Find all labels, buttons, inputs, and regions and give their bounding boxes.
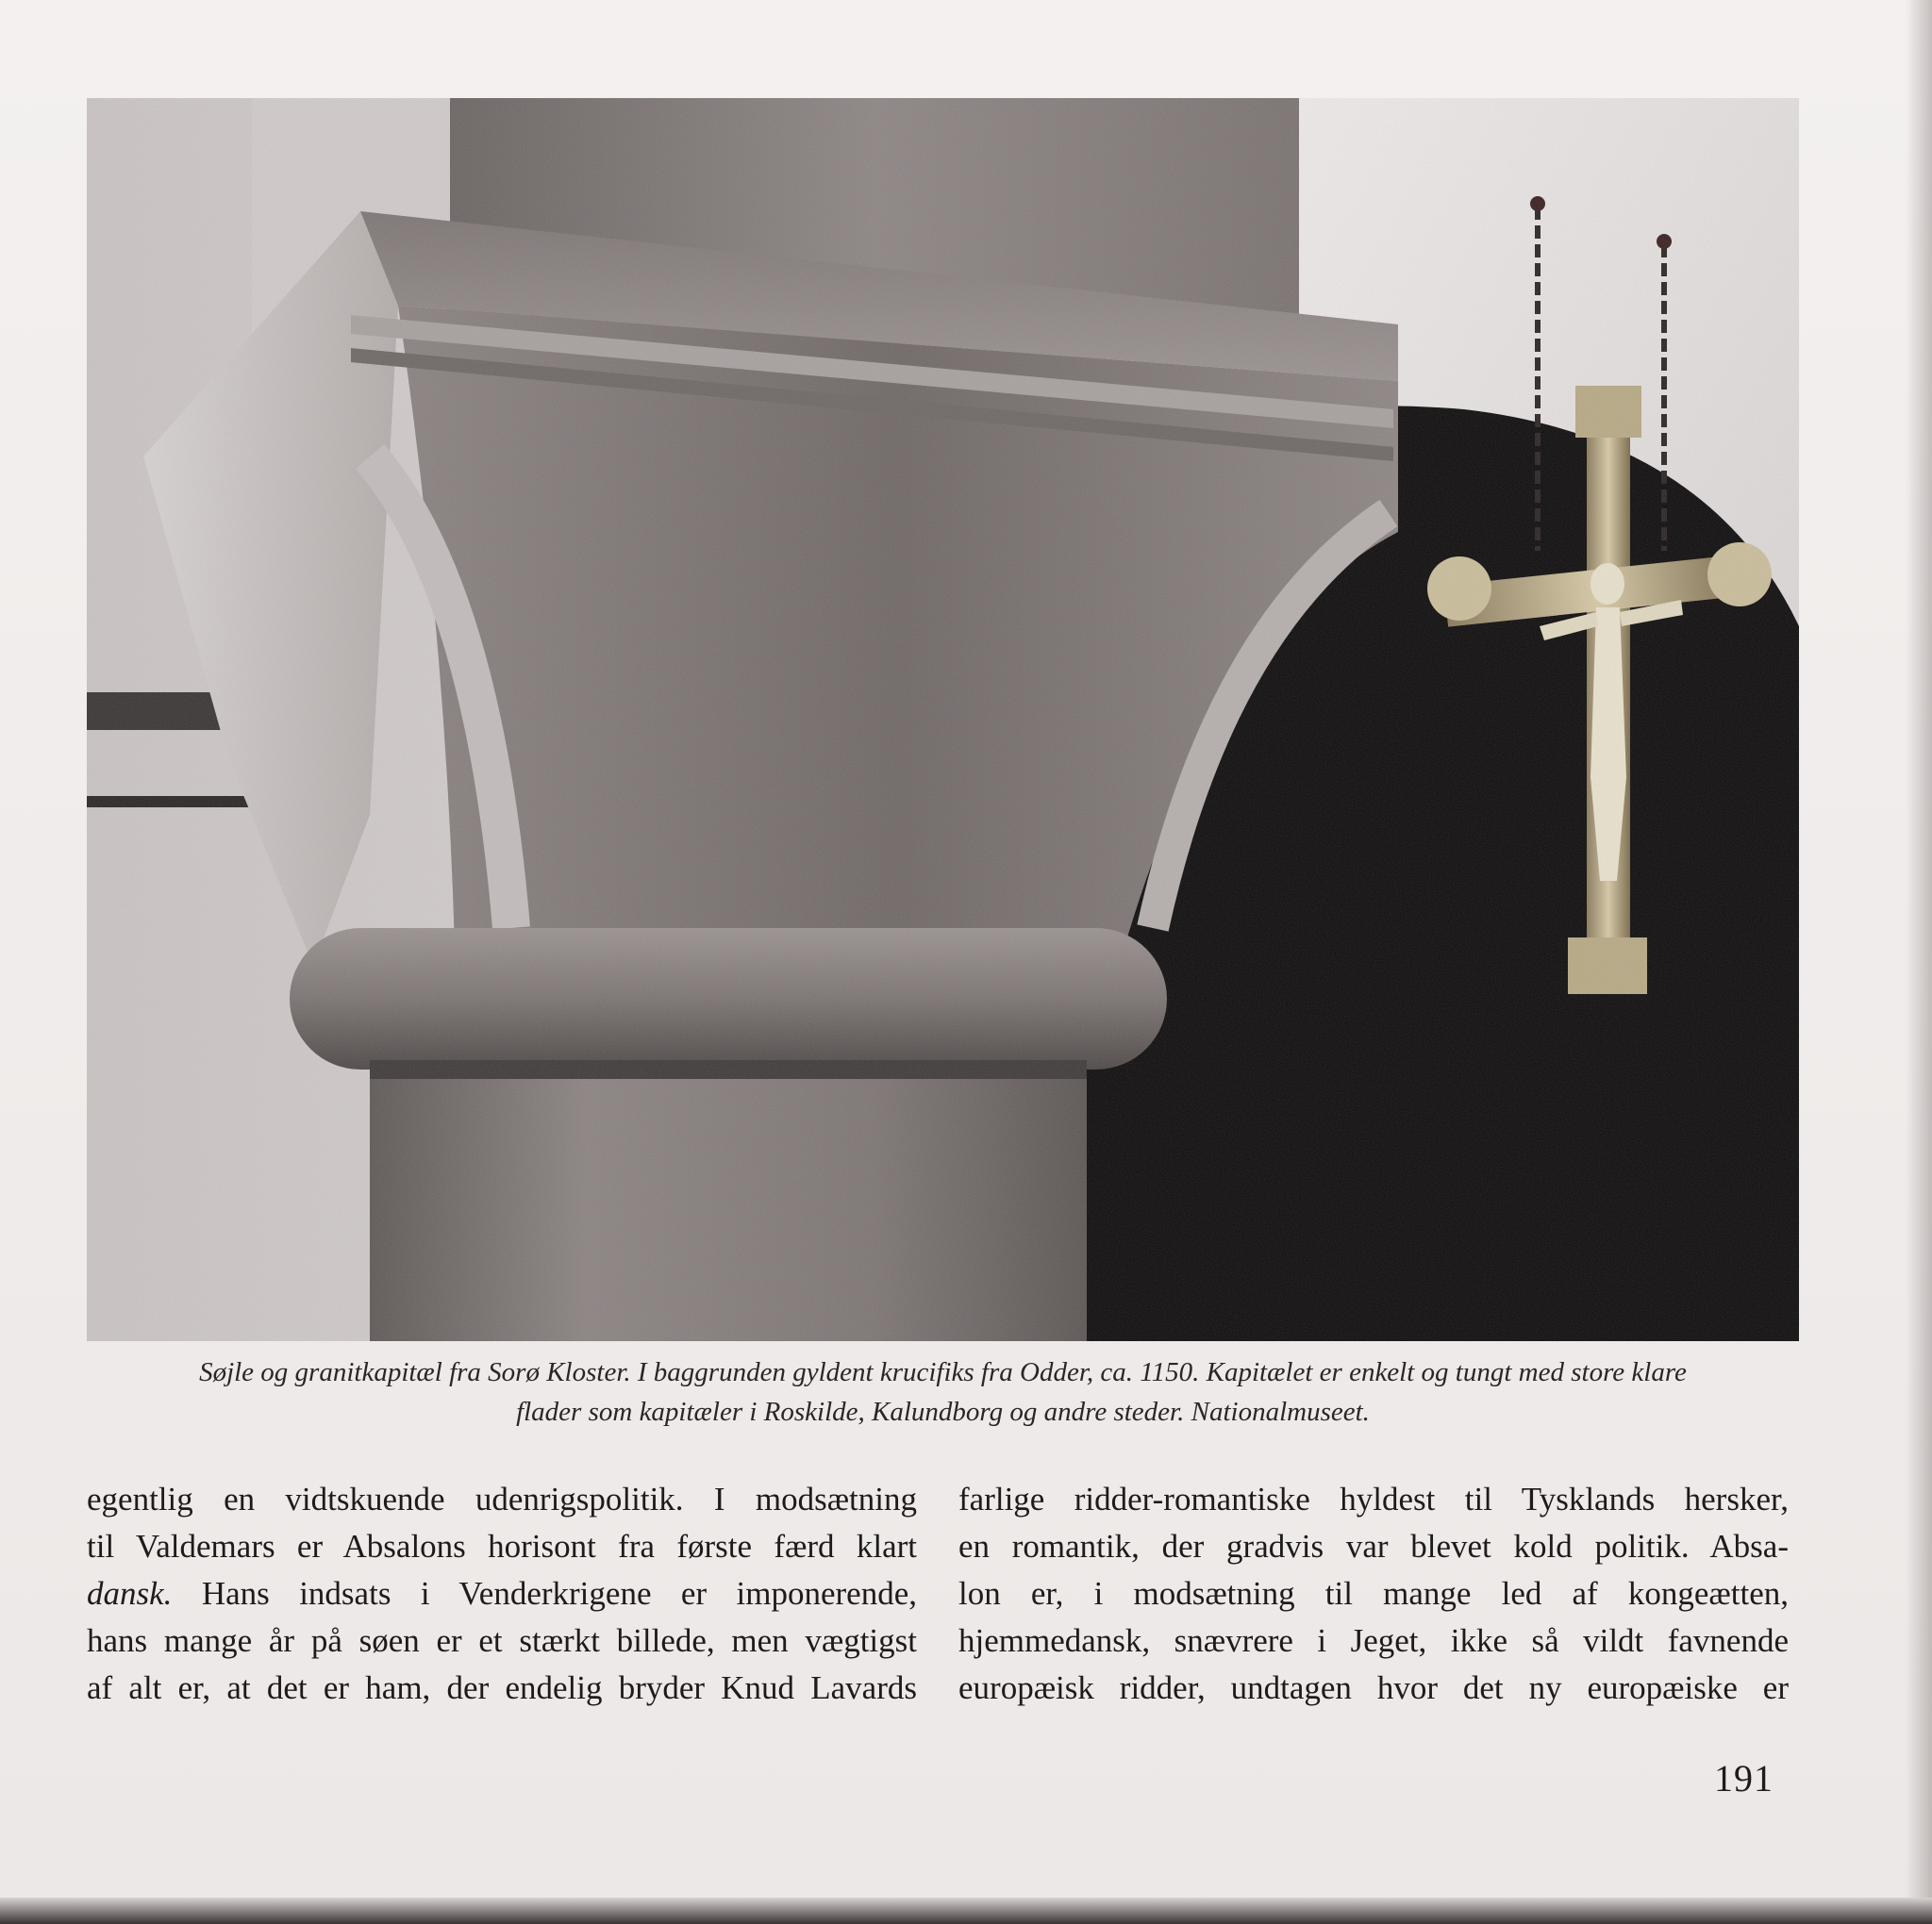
- photograph-column-capital-and-crucifix: [87, 98, 1799, 1341]
- text-line: egentlig en vidtskuende udenrigspolitik. I modsætning: [87, 1481, 917, 1518]
- text-line: en romantik, der gradvis var blevet kold politik. Absa-: [958, 1528, 1789, 1565]
- page-number: 191: [1714, 1757, 1774, 1800]
- text-line: hjemmedansk, snævrere i Jeget, ikke så vildt favnende: [958, 1622, 1789, 1659]
- caption-line-2: flader som kapitæler i Roskilde, Kalundborg og andre steder. Nationalmuseet.: [516, 1397, 1370, 1427]
- photo-illustration: [87, 98, 1799, 1341]
- text-line: til Valdemars er Absalons horisont fra første færd klart: [87, 1528, 917, 1565]
- text-line: af alt er, at det er ham, der endelig bryder Knud Lavards: [87, 1669, 917, 1706]
- body-text-right-column: [958, 1476, 1789, 1712]
- text-fragment: Hans indsats i Venderkrigene er imponerende,: [172, 1575, 917, 1612]
- page-bottom-edge: [0, 1898, 1932, 1924]
- body-text-left-column: [87, 1476, 917, 1712]
- text-line: europæisk ridder, undtagen hvor det ny europæiske er: [958, 1669, 1789, 1706]
- text-line: lon er, i modsætning til mange led af kongeætten,: [958, 1575, 1789, 1612]
- page-edge-shadow: [1906, 0, 1932, 1924]
- figure-caption: [87, 1352, 1799, 1432]
- text-line: [87, 1570, 917, 1617]
- caption-line-1: Søjle og granitkapitæl fra Sorø Kloster. I baggrunden gyldent krucifiks fra Odder, ca. 1150. Kapitælet er enkelt og tungt med store klare: [199, 1357, 1687, 1387]
- italic-word: dansk.: [87, 1575, 173, 1612]
- text-line: hans mange år på søen er et stærkt billede, men vægtigst: [87, 1622, 917, 1659]
- text-line: farlige ridder-romantiske hyldest til Tysklands hersker,: [958, 1481, 1789, 1518]
